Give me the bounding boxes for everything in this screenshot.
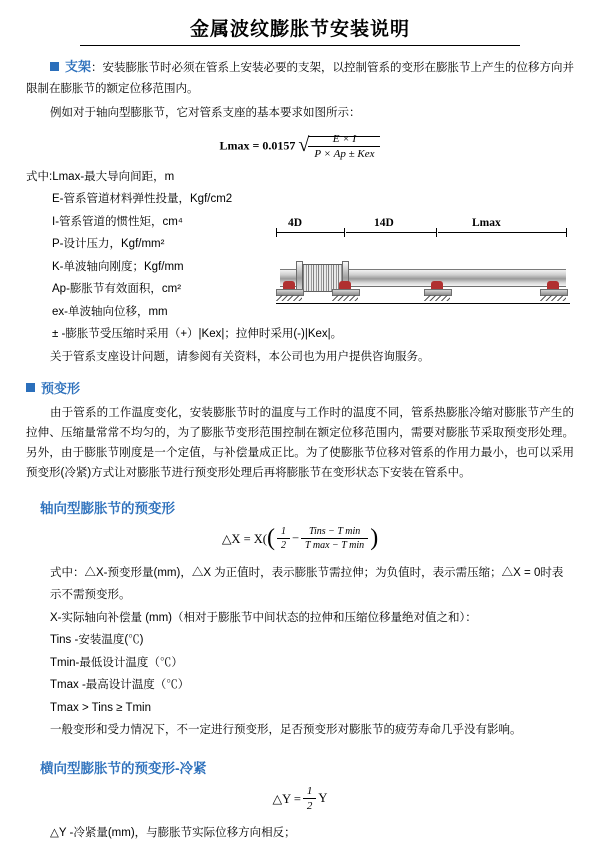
definition-item: ± -膨胀节受压缩时采用（+）|Kex|；拉伸时采用(-)|Kex|。 (52, 327, 343, 340)
subheading-axial-predeform: 轴向型膨胀节的预变形 (40, 501, 175, 516)
equation-open-paren: ( (266, 525, 275, 551)
assembly-drawing (274, 235, 572, 323)
support-intro-paragraph: 支架：安装膨胀节时必须在管系上安装必要的支架，以控制管系的变形在膨胀节上产生的位移方向并限制在膨胀节的额定位移范围内。 (26, 59, 575, 95)
section-heading-support: 支架 (65, 59, 92, 74)
expansion-joint-figure (274, 217, 574, 327)
blue-square-bullet-icon (50, 62, 59, 71)
title-divider (80, 45, 520, 46)
section-heading-predeform-row (26, 378, 574, 397)
equation-rhs: Y (318, 791, 328, 806)
support-clamp (339, 281, 351, 289)
support-clamp (283, 281, 295, 289)
support-closing-paragraph: 关于管系支座设计问题，请参阅有关资料，本公司也为用户提供咨询服务。 (50, 351, 430, 364)
lmax-formula (26, 133, 574, 160)
definition-item: E-管系管道材料弹性投量，Kgf/cm2 (52, 193, 233, 206)
axial-note-line: 式中：△X-预变形量(mm)，△X 为正值时，表示膨胀节需拉伸；为负值时，表示需压缩；△X = 0时表示不需预变形。 (50, 567, 564, 602)
definition-item: K-单波轴向刚度；Kgf/mm (52, 260, 184, 273)
axial-note-line: X-实际轴向补偿量 (mm)（相对于膨胀节中间状态的拉伸和压缩位移量绝对值之和）： (50, 611, 477, 624)
definition-item: P-设计压力，Kgf/mm² (52, 238, 165, 251)
blue-square-bullet-icon (26, 383, 35, 392)
fraction-numerator: Tins − T min (301, 526, 368, 539)
support-clamp (431, 281, 443, 289)
support-clamp (547, 281, 559, 289)
pipe-support (540, 281, 566, 299)
section-heading-predeform: 预变形 (41, 380, 81, 396)
support-hatching (332, 295, 358, 301)
support-hatching (276, 295, 302, 301)
figure-label-14d: 14D (374, 217, 394, 230)
definition-item: Ap-膨胀节有效面积，cm² (52, 283, 182, 296)
support-hatching (540, 295, 566, 301)
dimension-line-lmax (438, 232, 566, 233)
equation-half-fraction (303, 785, 317, 812)
lmax-formula-denominator: P × Ap ± Kex (314, 148, 375, 160)
definition-item: ex-单波轴向位移，mm (52, 305, 168, 318)
axial-note-line: Tmax > Tins ≥ Tmin (50, 701, 151, 714)
dimension-line-14d (346, 232, 436, 233)
lmax-formula-lhs: Lmax = 0.0157 (219, 138, 296, 153)
axial-note-line: 一般变形和受力情况下，不一定进行预变形，足否预变形对膨胀节的疲劳寿命几乎没有影响。 (50, 723, 522, 736)
lateral-note-line: △Y -冷紧量(mm)，与膨胀节实际位移方向相反； (50, 827, 296, 840)
fraction-numerator: 1 (303, 785, 317, 799)
equation-close-paren: ) (370, 525, 379, 551)
pipe-support (332, 281, 358, 299)
page-title: 金属波纹膨胀节安装说明 (189, 19, 410, 40)
fraction-numerator: 1 (277, 526, 290, 539)
lateral-predeform-equation (26, 785, 574, 812)
support-paragraph-2: 例如对于轴向型膨胀节，它对管系支座的基本要求如图所示： (50, 106, 361, 119)
axial-predeform-equation (26, 525, 574, 552)
ground-line (276, 303, 570, 304)
support-hatching (424, 295, 450, 301)
equation-minus: − (291, 531, 300, 545)
pipe-support (276, 281, 302, 299)
lmax-formula-numerator: √ E × I (308, 133, 380, 147)
document-content (0, 56, 600, 845)
figure-label-4d: 4D (288, 217, 303, 230)
axial-note-line: Tmax -最高设计温度（℃） (50, 679, 190, 692)
pipe-support (424, 281, 450, 299)
equation-lhs: △Y = (272, 791, 301, 806)
figure-dimension-labels (274, 217, 572, 235)
predeform-paragraph-1: 由于管系的工作温度变化，安装膨胀节时的温度与工作时的温度不同，管系热膨胀冷缩对膨胀节产生的拉伸、压缩量常常不均匀的，为了膨胀节变形范围控制在额定位移范围内，需要对膨胀节采取预变形处理。另外，由于膨胀节刚度是一个定值，与补偿量成正比。为了使膨胀节位移对管系的作用力最小，也可以采用预变形(冷紧)方式让对膨胀节进行预变形处理后再将膨胀节在变形状态下安装在管系中。 (26, 406, 574, 479)
fraction-denominator: 2 (280, 540, 286, 551)
definition-item: I-管系管道的惯性矩，cm⁴ (52, 215, 183, 228)
axial-note-line: Tmin-最低设计温度（℃） (50, 656, 183, 669)
fraction-denominator: 2 (306, 800, 313, 813)
definition-item: 式中:Lmax-最大导向间距，m (26, 171, 175, 183)
axial-note-line: Tins -安装温度(℃) (50, 634, 144, 647)
dimension-line-4d (276, 232, 344, 233)
equation-half-fraction (277, 526, 290, 551)
equation-lhs: △X = X( (221, 531, 267, 546)
equation-temp-fraction (301, 526, 368, 551)
support-paragraph-1: 安装膨胀节时必须在管系上安装必要的支架，以控制管系的变形在膨胀节上产生的位移方向并限制在膨胀节的额定位移范围内。 (26, 62, 575, 95)
document-page (0, 14, 600, 840)
fraction-denominator: T max − T min (305, 540, 365, 551)
figure-label-lmax: Lmax (472, 217, 501, 230)
subheading-lateral-predeform: 横向型膨胀节的预变形-冷紧 (40, 761, 207, 777)
